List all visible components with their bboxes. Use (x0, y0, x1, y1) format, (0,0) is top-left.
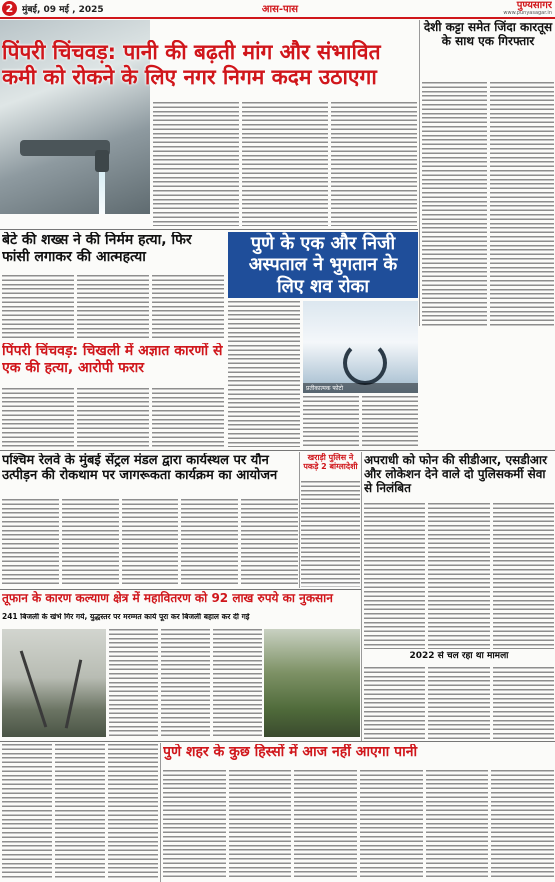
text-column (303, 396, 359, 447)
column-divider (299, 452, 300, 588)
masthead-logo: पुण्यसागर (516, 0, 552, 11)
text-column (2, 388, 74, 448)
chikhli-headline: पिंपरी चिंचवड़: चिखली में अज्ञात कारणों से एक की हत्या, आरोपी फरार (2, 343, 223, 376)
watercut-headline: पुणे शहर के कुछ हिस्सों में आज नहीं आएगा पानी (163, 744, 418, 760)
cdr-subhead: 2022 से चल रहा था मामला (409, 651, 509, 661)
pole-shape (65, 659, 82, 728)
section-divider (0, 450, 555, 451)
murder-article-body (2, 275, 224, 339)
doctor-photo (303, 301, 418, 393)
storm-article-body (109, 629, 262, 737)
column-divider (160, 743, 161, 882)
text-column (152, 275, 224, 339)
text-column (364, 667, 425, 739)
text-column (493, 667, 554, 739)
text-column (77, 388, 149, 448)
hospital-headline: पुणे के एक और निजी अस्पताल ने भुगतान के लिए शव रोका (248, 233, 398, 297)
column-divider (419, 20, 420, 326)
murder-headline: बेटे की शख्स ने की निर्मम हत्या, फिर फांसी लगाकर की आत्महत्या (2, 232, 192, 265)
water-stream-shape (99, 172, 105, 214)
railway-headline: पश्चिम रेलवे के मुंबई सेंट्रल मंडल द्वारा कार्यस्थल पर यौन उत्पीड़न की रोकथाम पर जागरूकता कार्यक्रम का आयोजन (2, 453, 278, 484)
text-column (241, 499, 298, 587)
text-column (163, 770, 226, 880)
cdr-article-body (364, 503, 554, 649)
text-column (360, 770, 423, 880)
masthead-website: www.punyasagar.in (503, 10, 552, 16)
chikhli-article-body (2, 388, 224, 448)
water-article-body (153, 102, 417, 226)
text-column (77, 275, 149, 339)
text-column (228, 301, 300, 447)
column-divider (361, 452, 362, 742)
text-column (491, 770, 554, 880)
arrest-article-body (422, 82, 554, 326)
pole-shape (20, 650, 48, 727)
text-column (2, 499, 59, 587)
section-title: आस-पास (261, 4, 299, 15)
text-column (213, 629, 262, 737)
hospital-headline-box (228, 232, 418, 298)
text-column (122, 499, 179, 587)
kharadi-article-body (301, 481, 360, 587)
text-column (428, 503, 489, 649)
text-column (422, 82, 487, 326)
section-divider (0, 589, 361, 590)
text-column (364, 503, 425, 649)
fallen-trees-photo (264, 629, 360, 737)
stethoscope-shape (343, 341, 387, 385)
text-column (428, 667, 489, 739)
text-column (161, 629, 210, 737)
tap-shape (95, 150, 109, 172)
edition-date: मुंबई, 09 मई , 2025 (22, 5, 104, 15)
text-column (153, 102, 239, 226)
text-column (181, 499, 238, 587)
cdr-article-body-2 (364, 667, 554, 739)
page-number: 2 (2, 1, 17, 16)
storm-subheadline: 241 बिजली के खंभे गिर गये, युद्धस्तर पर मरम्मत कार्य पूरा कर बिजली बहाल कर दी गई (2, 613, 250, 621)
header-rule (0, 17, 555, 19)
water-headline: पिंपरी चिंचवड़: पानी की बढ़ती मांग और संभावित कमी को रोकने के लिए नगर निगम कदम उठाएगा (2, 40, 381, 89)
text-column (294, 770, 357, 880)
cdr-headline: अपराधी को फोन की सीडीआर, एसडीआर और लोकेशन देने वाले दो पुलिसकर्मी सेवा से निलंबित (364, 453, 547, 496)
storm-headline: तूफान के कारण कल्याण क्षेत्र में महावितरण को 92 लाख रुपये का नुकसान (2, 591, 333, 605)
kharadi-headline: खराड़ी पुलिस ने पकड़े 2 बांग्लादेशी (303, 453, 358, 472)
text-column (109, 629, 158, 737)
text-column (242, 102, 328, 226)
storm-article-body-2 (2, 744, 158, 880)
text-column (362, 396, 418, 447)
hospital-article-body (228, 301, 300, 447)
text-column (493, 503, 554, 649)
railway-article-body (2, 499, 298, 587)
text-column (426, 770, 489, 880)
hospital-article-body-2 (303, 396, 418, 447)
arrest-headline: देशी कट्टा समेत जिंदा कारतूस के साथ एक गिरफ्तार (423, 20, 553, 49)
text-column (55, 744, 105, 880)
text-column (108, 744, 158, 880)
text-column (331, 102, 417, 226)
section-divider (0, 741, 555, 742)
fallen-poles-photo (2, 629, 106, 737)
text-column (2, 275, 74, 339)
section-divider (0, 229, 418, 230)
text-column (152, 388, 224, 448)
text-column (229, 770, 292, 880)
photo-caption: प्रतीकात्मक फोटो (303, 383, 418, 393)
text-column (490, 82, 555, 326)
text-column (2, 744, 52, 880)
watercut-article-body (163, 770, 554, 880)
text-column (62, 499, 119, 587)
text-column (301, 481, 360, 587)
